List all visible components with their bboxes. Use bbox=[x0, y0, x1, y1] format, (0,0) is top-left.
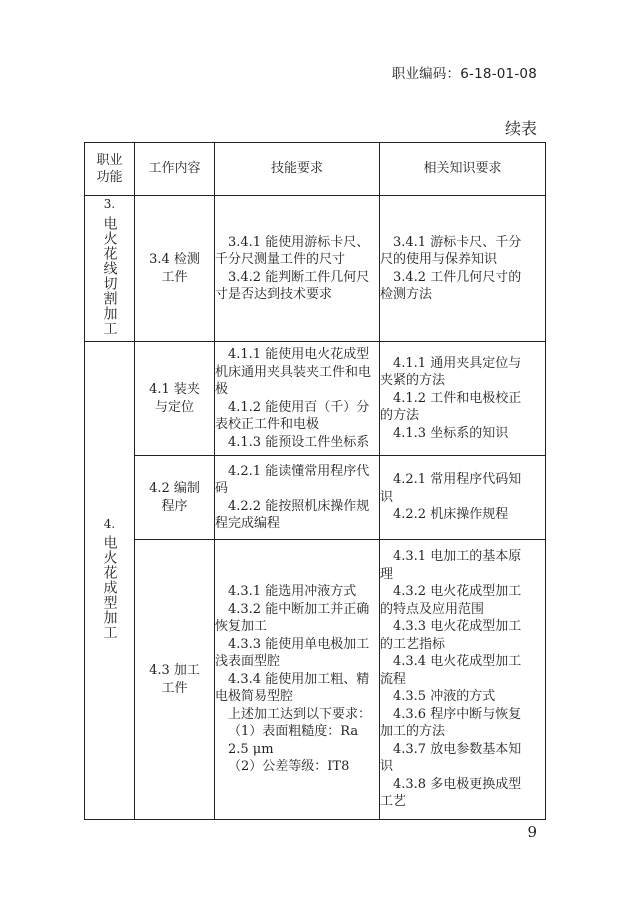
cell-line: 电极简易型腔 bbox=[215, 689, 294, 705]
cell-line: 4.1.2 能使用百（千）分 bbox=[228, 399, 370, 415]
continued-label: 续表 bbox=[504, 119, 537, 138]
cell-line: 工艺 bbox=[380, 794, 407, 810]
cell-line: 识 bbox=[380, 489, 394, 505]
cell-line: 4.3.8 多电极更换成型 bbox=[393, 776, 522, 792]
cell-line: 4.2.1 常用程序代码知 bbox=[393, 472, 522, 488]
function-4-number: 4. bbox=[103, 516, 116, 531]
knowledge-cell bbox=[380, 540, 546, 820]
cell-line: （2）公差等级：IT8 bbox=[228, 759, 350, 775]
occupation-code: 职业编码：6-18-01-08 bbox=[391, 66, 537, 82]
header-skill bbox=[215, 143, 380, 196]
function-3-number: 3. bbox=[103, 197, 116, 211]
cell-line: 加工的方法 bbox=[380, 724, 446, 740]
cell-line: 码 bbox=[215, 481, 229, 496]
cell-line: 4.1.3 坐标系的知识 bbox=[393, 425, 509, 441]
cell-line: 尺的使用与保养知识 bbox=[380, 252, 498, 267]
work-cell: 4.2 编制 程序 bbox=[135, 456, 215, 540]
work-cell: 4.1 装夹 与定位 bbox=[135, 342, 215, 456]
cell-line: 2.5 μm bbox=[228, 741, 274, 757]
cell-line: 上述加工达到以下要求： bbox=[228, 706, 372, 722]
header-skill-text: 技能要求 bbox=[270, 161, 323, 177]
cell-line: 4.3.1 电加工的基本原 bbox=[393, 549, 522, 565]
cell-line: 4.2.1 能读懂常用程序代 bbox=[228, 463, 370, 479]
cell-line: 的工艺指标 bbox=[380, 636, 446, 652]
function-4-name: 电火花成型加工 bbox=[101, 535, 118, 640]
cell-line: 程完成编程 bbox=[215, 516, 281, 531]
cell-line: 机床通用夹具装夹工件和电 bbox=[215, 364, 372, 380]
cell-line: 千分尺测量工件的尺寸 bbox=[215, 252, 346, 267]
header-function bbox=[85, 143, 135, 196]
cell-line: 4.1.3 能预设工件坐标系 bbox=[228, 434, 370, 450]
cell-line: 极 bbox=[215, 382, 229, 397]
table-row bbox=[85, 540, 546, 820]
work-cell: 3.4 检测 工件 bbox=[135, 196, 215, 342]
cell-line: 表校正工件和电极 bbox=[215, 417, 320, 432]
cell-line: 流程 bbox=[380, 671, 407, 687]
function-3-name: 电火花线切割加工 bbox=[101, 215, 118, 336]
cell-line: 3.4.2 能判断工件几何尺 bbox=[228, 269, 370, 285]
knowledge-cell bbox=[380, 456, 546, 540]
cell-line: 识 bbox=[380, 759, 394, 775]
header-work-text: 工作内容 bbox=[148, 161, 201, 177]
cell-line: 4.3.7 放电参数基本知 bbox=[393, 741, 522, 757]
header-function-text: 职业 功能 bbox=[96, 152, 123, 185]
cell-line: 4.3.2 电火花成型加工 bbox=[393, 584, 522, 600]
header-work bbox=[135, 143, 215, 196]
table-row bbox=[85, 196, 546, 342]
table-row bbox=[85, 456, 546, 540]
page-number: 9 bbox=[527, 823, 537, 841]
cell-line: 4.1.2 工件和电极校正 bbox=[393, 390, 522, 406]
cell-line: 4.3.2 能中断加工并正确 bbox=[228, 601, 370, 617]
knowledge-cell bbox=[380, 196, 546, 342]
table-header-row bbox=[85, 143, 546, 196]
cell-line: 4.3.4 能使用加工粗、精 bbox=[228, 671, 370, 687]
cell-line: 4.3.5 冲液的方式 bbox=[393, 689, 496, 705]
cell-line: 4.3.6 程序中断与恢复 bbox=[393, 706, 522, 722]
cell-line: 4.3.4 电火花成型加工 bbox=[393, 654, 522, 670]
cell-line: 的方法 bbox=[380, 408, 420, 424]
work-cell: 4.3 加工 工件 bbox=[135, 540, 215, 820]
cell-line: 寸是否达到技术要求 bbox=[215, 287, 333, 302]
cell-line: 浅表面型腔 bbox=[215, 654, 281, 670]
header-knowledge-text: 相关知识要求 bbox=[423, 161, 502, 177]
skill-cell bbox=[215, 342, 380, 456]
header-knowledge bbox=[380, 143, 546, 196]
cell-line: 3.4.1 游标卡尺、千分 bbox=[393, 234, 522, 250]
skill-cell bbox=[215, 196, 380, 342]
knowledge-cell bbox=[380, 342, 546, 456]
skills-table bbox=[84, 142, 546, 820]
cell-line: 3.4.1 能使用游标卡尺、 bbox=[228, 234, 370, 250]
cell-line: 检测方法 bbox=[380, 287, 433, 302]
cell-line: 4.1.1 能使用电火花成型 bbox=[228, 347, 370, 362]
skill-cell bbox=[215, 540, 380, 820]
cell-line: 恢复加工 bbox=[215, 619, 268, 635]
cell-line: 4.3.1 能选用冲液方式 bbox=[228, 584, 357, 600]
cell-line: 4.3.3 能使用单电极加工 bbox=[228, 636, 370, 652]
cell-line: （1）表面粗糙度：Ra bbox=[228, 724, 359, 740]
table-row bbox=[85, 342, 546, 456]
cell-line: 的特点及应用范围 bbox=[380, 601, 485, 617]
cell-line: 4.1.1 通用夹具定位与 bbox=[393, 355, 522, 371]
function-cell-4 bbox=[85, 342, 135, 820]
cell-line: 夹紧的方法 bbox=[380, 373, 446, 389]
function-cell-3 bbox=[85, 196, 135, 342]
cell-line: 4.2.2 能按照机床操作规 bbox=[228, 498, 370, 514]
cell-line: 理 bbox=[380, 566, 394, 582]
cell-line: 3.4.2 工件几何尺寸的 bbox=[393, 269, 522, 285]
skill-cell bbox=[215, 456, 380, 540]
cell-line: 4.3.3 电火花成型加工 bbox=[393, 619, 522, 635]
cell-line: 4.2.2 机床操作规程 bbox=[393, 507, 509, 523]
